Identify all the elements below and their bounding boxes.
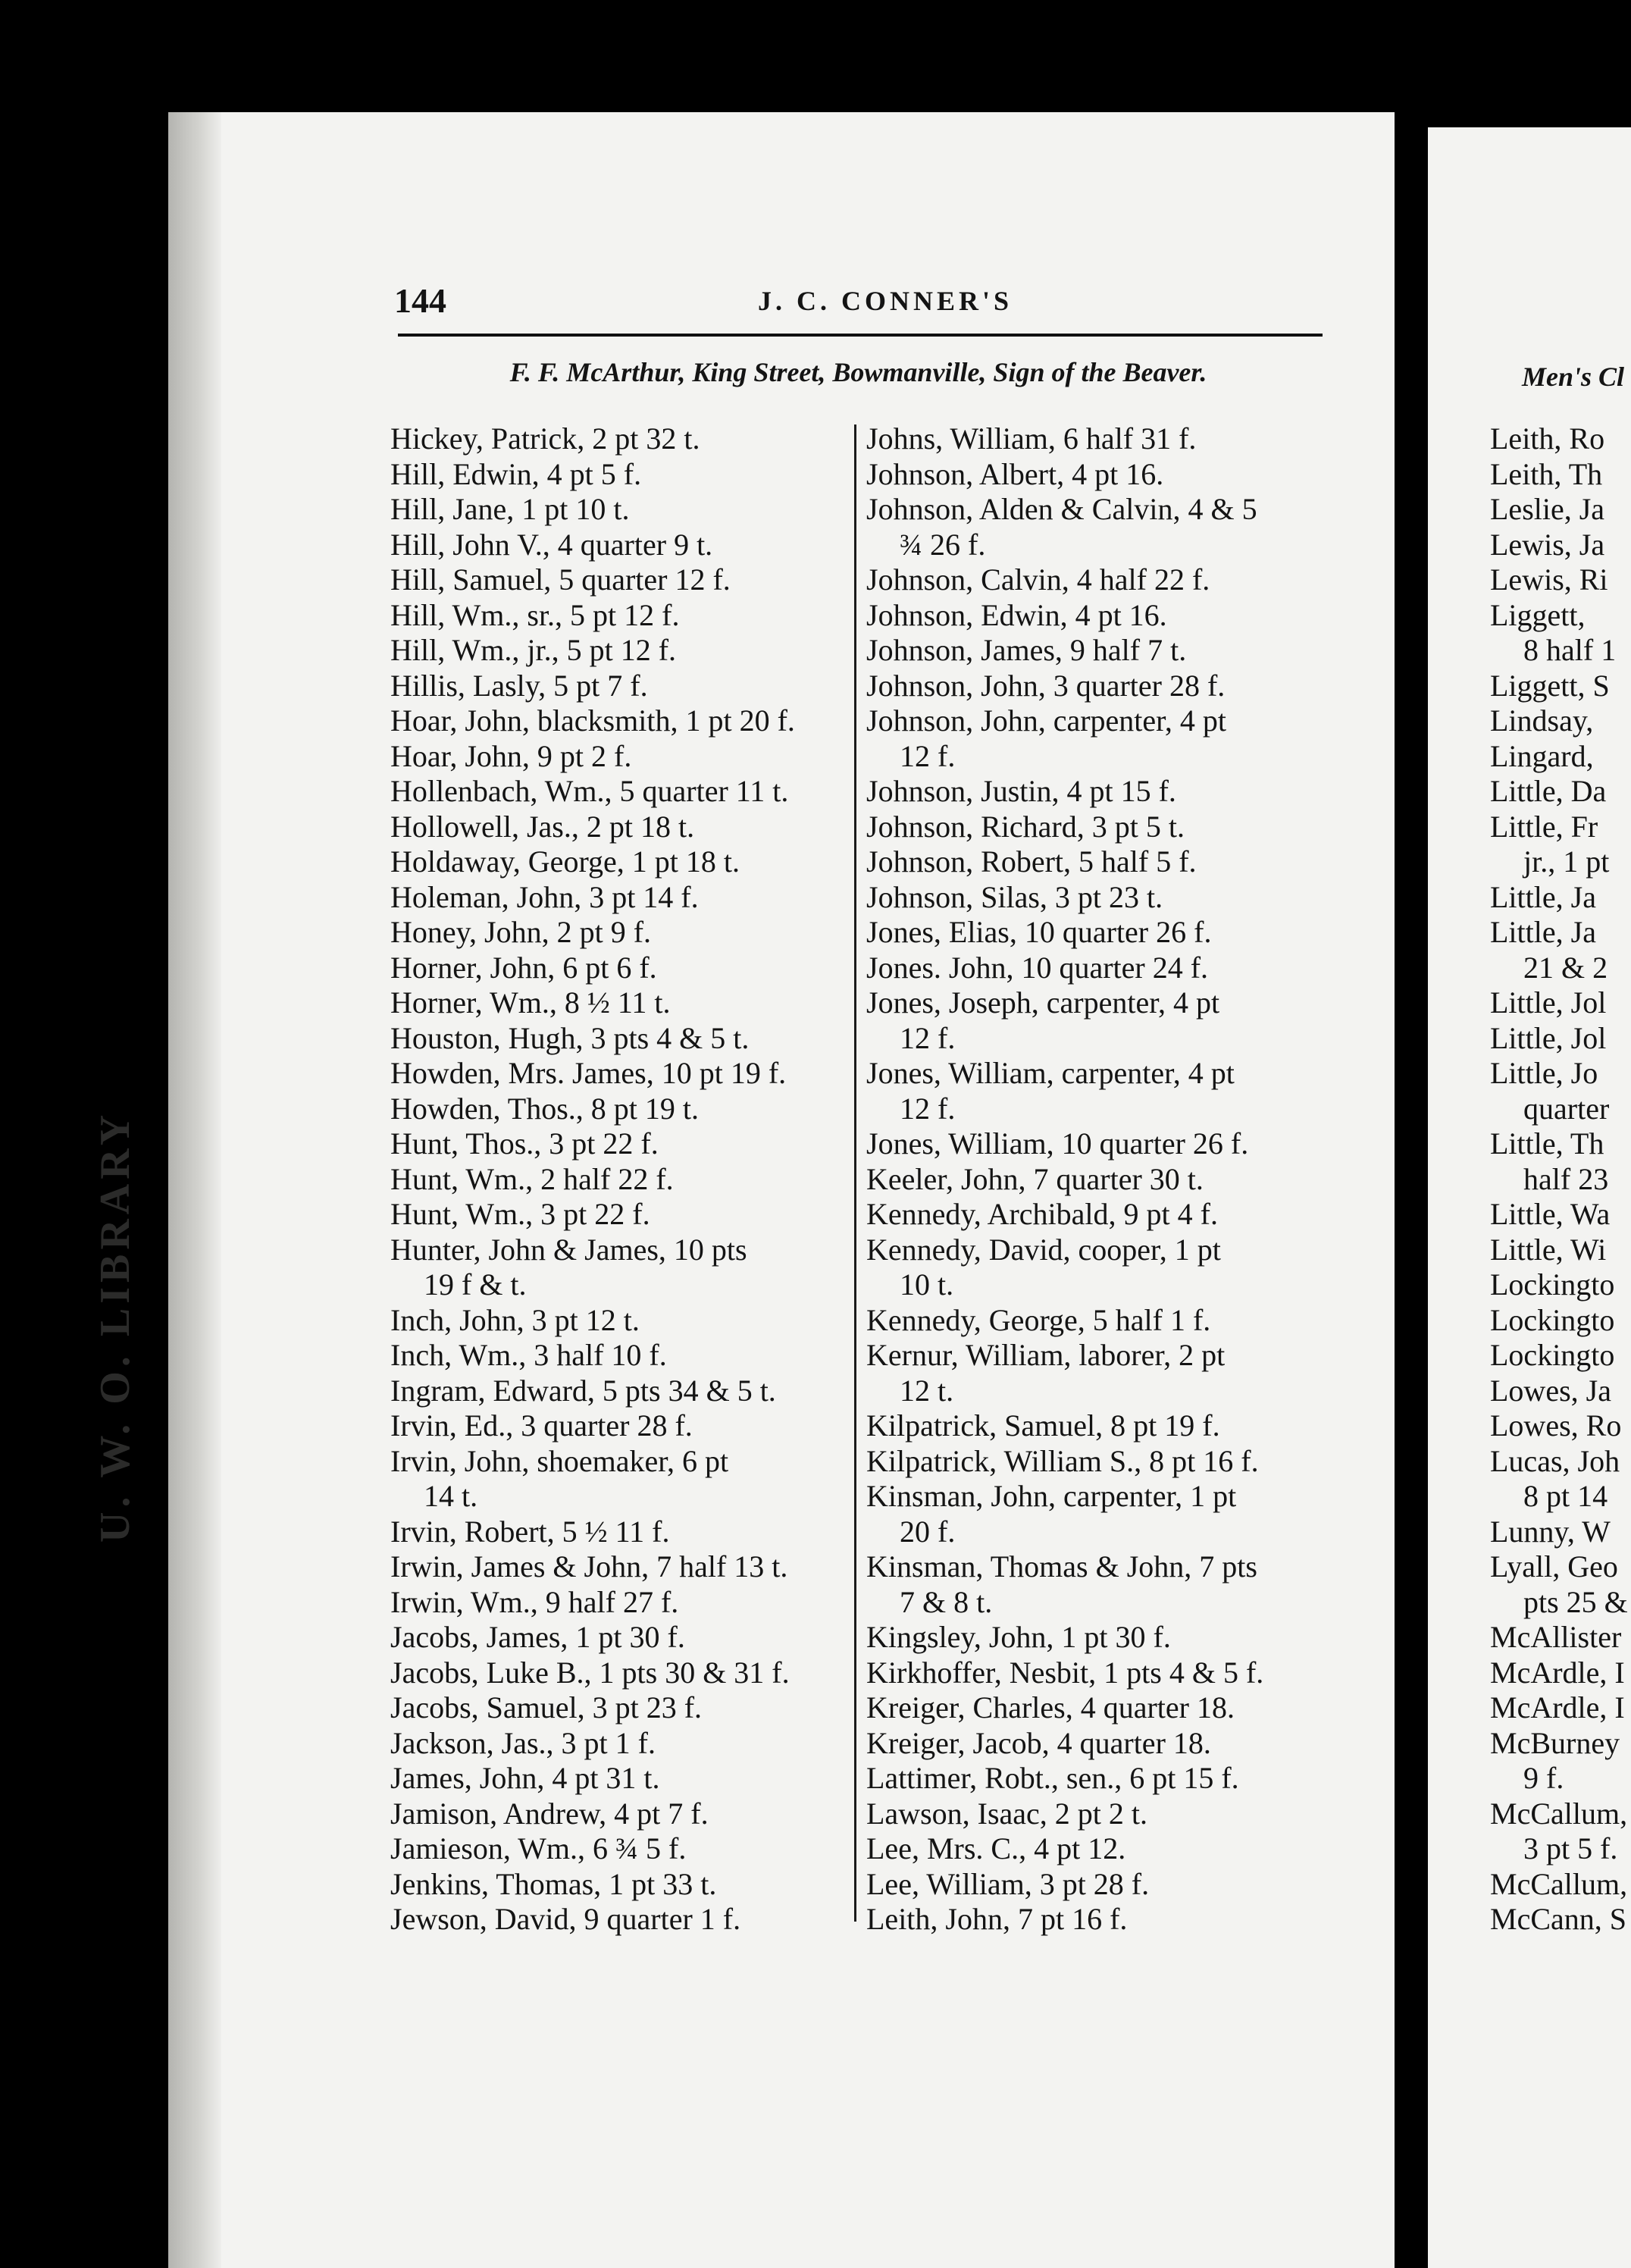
directory-entry [866, 1056, 1336, 1126]
directory-entry [390, 1867, 860, 1903]
next-page-entry-fragment: Little, Jo [1490, 1056, 1598, 1090]
directory-entry [866, 915, 1336, 951]
entry-continuation: 7 & 8 t. [900, 1584, 993, 1619]
next-page-entry-fragment: 8 half 1 [1523, 633, 1617, 667]
next-page-entry-fragment: McAllister [1490, 1620, 1622, 1654]
directory-entry [390, 844, 860, 880]
directory-entry [390, 562, 860, 598]
directory-entry [390, 1374, 860, 1409]
entry-text: Johnson, Edwin, 4 pt 16. [866, 597, 1167, 632]
directory-entry [866, 844, 1336, 880]
directory-entry [866, 1902, 1336, 1938]
entry-text: Horner, Wm., 8 ½ 11 t. [390, 985, 671, 1020]
directory-entry [390, 1515, 860, 1550]
entry-continuation: 20 f. [900, 1514, 956, 1549]
running-head [394, 280, 1379, 334]
next-page-entry-fragment: Little, Da [1490, 774, 1607, 808]
entry-text: Johns, William, 6 half 31 f. [866, 421, 1197, 456]
entry-text: Kilpatrick, William S., 8 pt 16 f. [866, 1443, 1259, 1478]
entry-text: Hill, Wm., sr., 5 pt 12 f. [390, 597, 680, 632]
directory-entry [390, 739, 860, 775]
entry-text: Hill, Jane, 1 pt 10 t. [390, 492, 630, 526]
directory-entry [390, 528, 860, 563]
entry-text: Johnson, Calvin, 4 half 22 f. [866, 562, 1210, 597]
next-page-entry-fragment: Leith, Th [1490, 456, 1603, 491]
header-rule [398, 334, 1323, 337]
page-gutter-shadow [168, 112, 221, 2268]
entry-text: Johnson, James, 9 half 7 t. [866, 633, 1187, 667]
directory-entry [390, 1056, 860, 1092]
next-page-column [1490, 421, 1631, 1938]
entry-text: Hollowell, Jas., 2 pt 18 t. [390, 809, 695, 844]
entry-text: Hunter, John & James, 10 pts [390, 1232, 747, 1267]
entry-continuation: 12 f. [900, 738, 956, 773]
next-page-entry-fragment: Lucas, Joh [1490, 1443, 1620, 1478]
running-title: J. C. CONNER'S [758, 286, 1013, 316]
directory-entry [390, 810, 860, 845]
directory-entry [866, 1197, 1336, 1233]
entry-text: Kennedy, David, cooper, 1 pt [866, 1232, 1221, 1267]
next-page-entry-fragment: Lewis, Ja [1490, 527, 1605, 562]
next-page-entry-fragment: McCallum, [1490, 1866, 1628, 1901]
entry-text: Inch, Wm., 3 half 10 f. [390, 1338, 667, 1372]
next-page-entry-fragment: McArdle, I [1490, 1690, 1625, 1724]
entry-text: Hill, Edwin, 4 pt 5 f. [390, 456, 642, 491]
directory-entry [866, 1162, 1336, 1198]
directory-entry [390, 598, 860, 634]
entry-continuation: 10 t. [900, 1267, 954, 1302]
entry-text: Hoar, John, 9 pt 2 f. [390, 738, 632, 773]
directory-entry [866, 1408, 1336, 1444]
directory-column-right [866, 421, 1336, 1938]
directory-entry [866, 1549, 1336, 1620]
entry-text: Johnson, Justin, 4 pt 15 f. [866, 774, 1176, 808]
next-page-entry-fragment: Little, Wa [1490, 1197, 1611, 1231]
entry-text: Kreiger, Charles, 4 quarter 18. [866, 1690, 1235, 1724]
entry-continuation: 12 t. [900, 1373, 954, 1408]
entry-text: Johnson, Alden & Calvin, 4 & 5 [866, 492, 1257, 526]
directory-entry [866, 562, 1336, 598]
directory-entry [866, 1726, 1336, 1762]
next-page-entry-fragment: Little, Jol [1490, 985, 1607, 1020]
entry-text: Kirkhoffer, Nesbit, 1 pts 4 & 5 f. [866, 1655, 1264, 1690]
entry-text: Kilpatrick, Samuel, 8 pt 19 f. [866, 1408, 1220, 1443]
next-page-entry-fragment: Lunny, W [1490, 1514, 1611, 1549]
next-page-entry-fragment: jr., 1 pt [1523, 844, 1610, 879]
entry-text: Houston, Hugh, 3 pts 4 & 5 t. [390, 1020, 750, 1055]
entry-text: Honey, John, 2 pt 9 f. [390, 915, 652, 949]
entry-continuation: 14 t. [424, 1479, 478, 1513]
entry-text: Horner, John, 6 pt 6 f. [390, 950, 657, 985]
directory-entry [866, 1444, 1336, 1480]
directory-entry [390, 1444, 860, 1515]
directory-entry [390, 1021, 860, 1057]
next-page-entry-fragment: Little, Ja [1490, 879, 1596, 914]
directory-entry [866, 1656, 1336, 1691]
directory-entry [866, 669, 1336, 704]
entry-text: Irvin, Ed., 3 quarter 28 f. [390, 1408, 693, 1443]
directory-entry [390, 1233, 860, 1303]
directory-entry [866, 1761, 1336, 1797]
directory-entry [390, 1831, 860, 1867]
directory-entry [390, 1197, 860, 1233]
entry-text: Jacobs, James, 1 pt 30 f. [390, 1620, 685, 1654]
next-page-entry-fragment: Lowes, Ja [1490, 1373, 1611, 1408]
entry-text: Jamieson, Wm., 6 ¾ 5 f. [390, 1831, 687, 1865]
directory-entry [866, 1831, 1336, 1867]
entry-text: Jones. John, 10 quarter 24 f. [866, 950, 1209, 985]
entry-text: Lee, Mrs. C., 4 pt 12. [866, 1831, 1126, 1865]
entry-text: Jamison, Andrew, 4 pt 7 f. [390, 1796, 709, 1831]
directory-entry [866, 1479, 1336, 1549]
directory-entry [866, 598, 1336, 634]
library-stamp: U. W. O. LIBRARY [92, 1110, 139, 1543]
directory-entry [866, 1690, 1336, 1726]
entry-text: Ingram, Edward, 5 pts 34 & 5 t. [390, 1373, 776, 1408]
entry-text: Kingsley, John, 1 pt 30 f. [866, 1620, 1171, 1654]
next-page-entry-fragment: Lowes, Ro [1490, 1408, 1622, 1443]
entry-text: Johnson, John, 3 quarter 28 f. [866, 668, 1226, 703]
next-page-entry-fragment: Lockingto [1490, 1267, 1615, 1302]
entry-text: Irvin, Robert, 5 ½ 11 f. [390, 1514, 670, 1549]
entry-text: Kernur, William, laborer, 2 pt [866, 1338, 1226, 1372]
entry-text: Holeman, John, 3 pt 14 f. [390, 879, 699, 914]
entry-text: Hill, Samuel, 5 quarter 12 f. [390, 562, 731, 597]
next-page-entry-fragment: Lockingto [1490, 1338, 1615, 1372]
entry-text: Jones, Elias, 10 quarter 26 f. [866, 915, 1212, 949]
entry-text: Hollenbach, Wm., 5 quarter 11 t. [390, 774, 789, 808]
next-page-entry-fragment: 3 pt 5 f. [1523, 1831, 1618, 1865]
directory-entry [390, 1585, 860, 1621]
entry-continuation: 12 f. [900, 1091, 956, 1126]
directory-entry [390, 915, 860, 951]
next-page-entry-fragment: Lingard, [1490, 738, 1594, 773]
next-page-entry-fragment: Lindsay, [1490, 703, 1594, 738]
entry-text: Keeler, John, 7 quarter 30 t. [866, 1161, 1204, 1196]
directory-entry [390, 951, 860, 986]
directory-entry [390, 1126, 860, 1162]
directory-entry [866, 421, 1336, 457]
directory-entry [866, 1233, 1336, 1303]
directory-entry [866, 985, 1336, 1056]
entry-text: Hill, Wm., jr., 5 pt 12 f. [390, 633, 677, 667]
next-page-entry-fragment: McCann, S [1490, 1902, 1626, 1936]
directory-entry [390, 1303, 860, 1339]
entry-text: Howden, Thos., 8 pt 19 t. [390, 1091, 700, 1126]
directory-entry [866, 1797, 1336, 1832]
entry-text: Johnson, John, carpenter, 4 pt [866, 703, 1226, 738]
directory-entry [390, 1902, 860, 1938]
entry-text: Irwin, Wm., 9 half 27 f. [390, 1584, 679, 1619]
directory-column-left [390, 421, 860, 1938]
directory-entry [390, 1761, 860, 1797]
next-page-entry-fragment: McBurney [1490, 1725, 1620, 1760]
entry-text: Jacobs, Samuel, 3 pt 23 f. [390, 1690, 703, 1724]
directory-entry [390, 1549, 860, 1585]
next-page-entry-fragment: Liggett, [1490, 597, 1586, 632]
entry-text: Inch, John, 3 pt 12 t. [390, 1302, 640, 1337]
entry-text: Johnson, Silas, 3 pt 23 t. [866, 879, 1163, 914]
entry-text: Johnson, Robert, 5 half 5 f. [866, 844, 1197, 879]
next-page-entry-fragment: McArdle, I [1490, 1655, 1625, 1690]
entry-text: Johnson, Albert, 4 pt 16. [866, 456, 1164, 491]
directory-entry [390, 669, 860, 704]
entry-text: Hunt, Wm., 2 half 22 f. [390, 1161, 674, 1196]
next-page-entry-fragment: Leslie, Ja [1490, 492, 1605, 526]
directory-entry [866, 1126, 1336, 1162]
next-page-entry-fragment: Lockingto [1490, 1302, 1615, 1337]
directory-entry [390, 985, 860, 1021]
directory-entry [390, 1690, 860, 1726]
directory-entry [390, 774, 860, 810]
next-page-entry-fragment: Liggett, S [1490, 668, 1610, 703]
next-page-entry-fragment: Little, Jol [1490, 1020, 1607, 1055]
next-page-entry-fragment: 21 & 2 [1523, 950, 1608, 985]
directory-entry [390, 421, 860, 457]
directory-entry [390, 1338, 860, 1374]
directory-entry [390, 1408, 860, 1444]
entry-text: Hunt, Thos., 3 pt 22 f. [390, 1126, 659, 1161]
entry-text: Jones, William, 10 quarter 26 f. [866, 1126, 1249, 1161]
entry-text: Hunt, Wm., 3 pt 22 f. [390, 1197, 650, 1231]
directory-entry [866, 1303, 1336, 1339]
directory-entry [866, 880, 1336, 916]
entry-text: Kennedy, George, 5 half 1 f. [866, 1302, 1211, 1337]
entry-continuation: 19 f & t. [424, 1267, 527, 1302]
next-page-entry-fragment: Little, Fr [1490, 809, 1598, 844]
directory-entry [390, 1620, 860, 1656]
entry-continuation: ¾ 26 f. [900, 527, 986, 562]
next-page-entry-fragment: Little, Wi [1490, 1232, 1607, 1267]
entry-text: Jackson, Jas., 3 pt 1 f. [390, 1725, 656, 1760]
directory-entry [866, 457, 1336, 493]
entry-text: Howden, Mrs. James, 10 pt 19 f. [390, 1056, 787, 1090]
entry-text: Irwin, James & John, 7 half 13 t. [390, 1549, 788, 1584]
entry-text: Kinsman, Thomas & John, 7 pts [866, 1549, 1257, 1584]
entry-text: Leith, John, 7 pt 16 f. [866, 1902, 1128, 1936]
directory-entry [866, 633, 1336, 669]
directory-entry [390, 880, 860, 916]
next-page-entry-fragment: Little, Th [1490, 1126, 1604, 1161]
directory-entry [390, 633, 860, 669]
directory-entry [866, 951, 1336, 986]
next-page-advert: Men's Cl [1522, 362, 1625, 392]
entry-text: Jacobs, Luke B., 1 pts 30 & 31 f. [390, 1655, 790, 1690]
directory-entry [866, 1867, 1336, 1903]
entry-text: Jones, Joseph, carpenter, 4 pt [866, 985, 1220, 1020]
entry-text: Lee, William, 3 pt 28 f. [866, 1866, 1150, 1901]
directory-entry [866, 1338, 1336, 1408]
advert-line: F. F. McArthur, King Street, Bowmanville, Sign of the Beaver. [509, 357, 1207, 387]
directory-entry [390, 492, 860, 528]
entry-continuation: 12 f. [900, 1020, 956, 1055]
next-page-entry-fragment: Little, Ja [1490, 915, 1596, 949]
next-page-entry-fragment: Lyall, Geo [1490, 1549, 1618, 1584]
entry-text: Hillis, Lasly, 5 pt 7 f. [390, 668, 648, 703]
directory-entry [390, 1726, 860, 1762]
entry-text: Holdaway, George, 1 pt 18 t. [390, 844, 740, 879]
column-divider [854, 424, 856, 1922]
entry-text: Lattimer, Robt., sen., 6 pt 15 f. [866, 1761, 1239, 1795]
next-page-entry-fragment: 8 pt 14 [1523, 1479, 1608, 1513]
directory-entry [866, 810, 1336, 845]
next-page-entry-fragment: quarter [1523, 1091, 1610, 1126]
entry-text: Jones, William, carpenter, 4 pt [866, 1056, 1235, 1090]
directory-entry [390, 1162, 860, 1198]
directory-entry [390, 1092, 860, 1127]
entry-text: Hoar, John, blacksmith, 1 pt 20 f. [390, 703, 795, 738]
directory-entry [866, 774, 1336, 810]
entry-text: Johnson, Richard, 3 pt 5 t. [866, 809, 1185, 844]
entry-text: Lawson, Isaac, 2 pt 2 t. [866, 1796, 1148, 1831]
entry-text: Kennedy, Archibald, 9 pt 4 f. [866, 1197, 1218, 1231]
next-page-entry-fragment: Leith, Ro [1490, 421, 1605, 456]
directory-entry [866, 703, 1336, 774]
entry-text: Hill, John V., 4 quarter 9 t. [390, 527, 713, 562]
next-page-entry-fragment: McCallum, [1490, 1796, 1628, 1831]
entry-text: Kinsman, John, carpenter, 1 pt [866, 1479, 1237, 1513]
next-page-entry-fragment: pts 25 & [1523, 1584, 1628, 1619]
entry-text: James, John, 4 pt 31 t. [390, 1761, 660, 1795]
directory-entry [390, 457, 860, 493]
entry-text: Kreiger, Jacob, 4 quarter 18. [866, 1725, 1211, 1760]
next-page-entry-fragment: 9 f. [1523, 1761, 1564, 1795]
directory-entry [390, 1797, 860, 1832]
entry-text: Irvin, John, shoemaker, 6 pt [390, 1443, 729, 1478]
entry-text: Hickey, Patrick, 2 pt 32 t. [390, 421, 700, 456]
entry-text: Jewson, David, 9 quarter 1 f. [390, 1902, 741, 1936]
page-number: 144 [394, 281, 446, 320]
directory-entry [390, 1656, 860, 1691]
directory-entry [866, 1620, 1336, 1656]
directory-entry [866, 492, 1336, 562]
directory-entry [390, 703, 860, 739]
next-page-entry-fragment: half 23 [1523, 1161, 1609, 1196]
entry-text: Jenkins, Thomas, 1 pt 33 t. [390, 1866, 717, 1901]
next-page-entry-fragment: Lewis, Ri [1490, 562, 1608, 597]
